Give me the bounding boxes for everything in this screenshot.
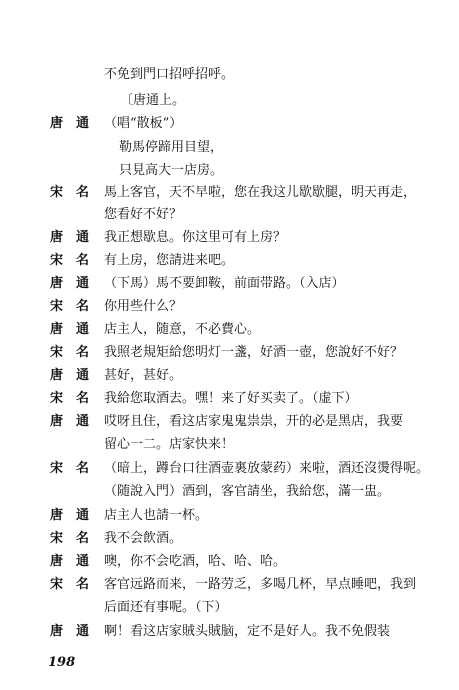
line-text: 您看好不好？ <box>104 207 183 222</box>
line-text: 我照老規矩給您明灯一盞，好酒一壺，您說好不好？ <box>104 345 404 360</box>
line-text: 我不会飲酒。 <box>104 531 183 546</box>
speaker-label: 宋 名 <box>50 577 90 592</box>
speaker-label: 唐 通 <box>50 276 90 291</box>
line-text: （唱“散板”） <box>104 116 183 131</box>
line-text: 噢，你不会吃酒，哈、哈、哈。 <box>104 554 287 569</box>
line-text: （暗上，蹲台口往酒壶裏放蒙药）来啦，酒还沒燙得呢。 <box>104 461 430 476</box>
speaker-label: 唐 通 <box>50 116 90 131</box>
line-text: 有上房，您請进来吧。 <box>104 253 235 268</box>
line-text: 我給您取酒去。嘿！来了好买卖了。（虚下） <box>104 391 358 406</box>
speaker-label: 唐 通 <box>50 414 90 429</box>
sung-verse: 勒馬停蹄用目望， <box>119 140 224 155</box>
line-text: 店主人也請一杯。 <box>104 508 209 523</box>
speaker-label: 唐 通 <box>50 230 90 245</box>
line-text: 店主人，随意，不必費心。 <box>104 322 261 337</box>
line-text: 你用些什么？ <box>104 299 183 314</box>
speaker-label: 唐 通 <box>50 508 90 523</box>
line-text: 后面还有事呢。（下） <box>104 600 228 615</box>
speaker-label: 唐 通 <box>50 554 90 569</box>
stage-direction: 〔唐通上。 <box>120 93 186 108</box>
speaker-label: 唐 通 <box>50 368 90 383</box>
speaker-label: 唐 通 <box>50 624 90 639</box>
speaker-label: 宋 名 <box>50 299 90 314</box>
line-text: 留心一二。店家快来！ <box>104 437 235 452</box>
line-text: 不免到門口招呼招呼。 <box>104 67 235 82</box>
line-text: （下馬）馬不要卸鞍，前面带路。（入店） <box>104 276 345 291</box>
line-text: （随說入門）酒到，客官請坐，我給您，滿一盅。 <box>104 484 391 499</box>
sung-verse: 只見高大一店房。 <box>119 163 224 178</box>
speaker-label: 宋 名 <box>50 461 90 476</box>
line-text: 馬上客官，天不早啦，您在我这儿歇歇腿，明天再走， <box>104 185 417 200</box>
line-text: 甚好，甚好。 <box>104 368 183 383</box>
line-text: 啊！看这店家賊头賊脑，定不是好人。我不免假装 <box>104 624 391 639</box>
speaker-label: 宋 名 <box>50 185 90 200</box>
speaker-label: 宋 名 <box>50 391 90 406</box>
speaker-label: 唐 通 <box>50 322 90 337</box>
line-text: 客官远路而来，一路劳乏，多喝几杯，早点睡吧，我到 <box>104 577 417 592</box>
page-number: 198 <box>48 655 76 670</box>
speaker-label: 宋 名 <box>50 345 90 360</box>
speaker-label: 宋 名 <box>50 531 90 546</box>
line-text: 我正想歇息。你这里可有上房？ <box>104 230 287 245</box>
speaker-label: 宋 名 <box>50 253 90 268</box>
line-text: 哎呀且住，看这店家鬼鬼祟祟，开的必是黑店，我要 <box>104 414 404 429</box>
